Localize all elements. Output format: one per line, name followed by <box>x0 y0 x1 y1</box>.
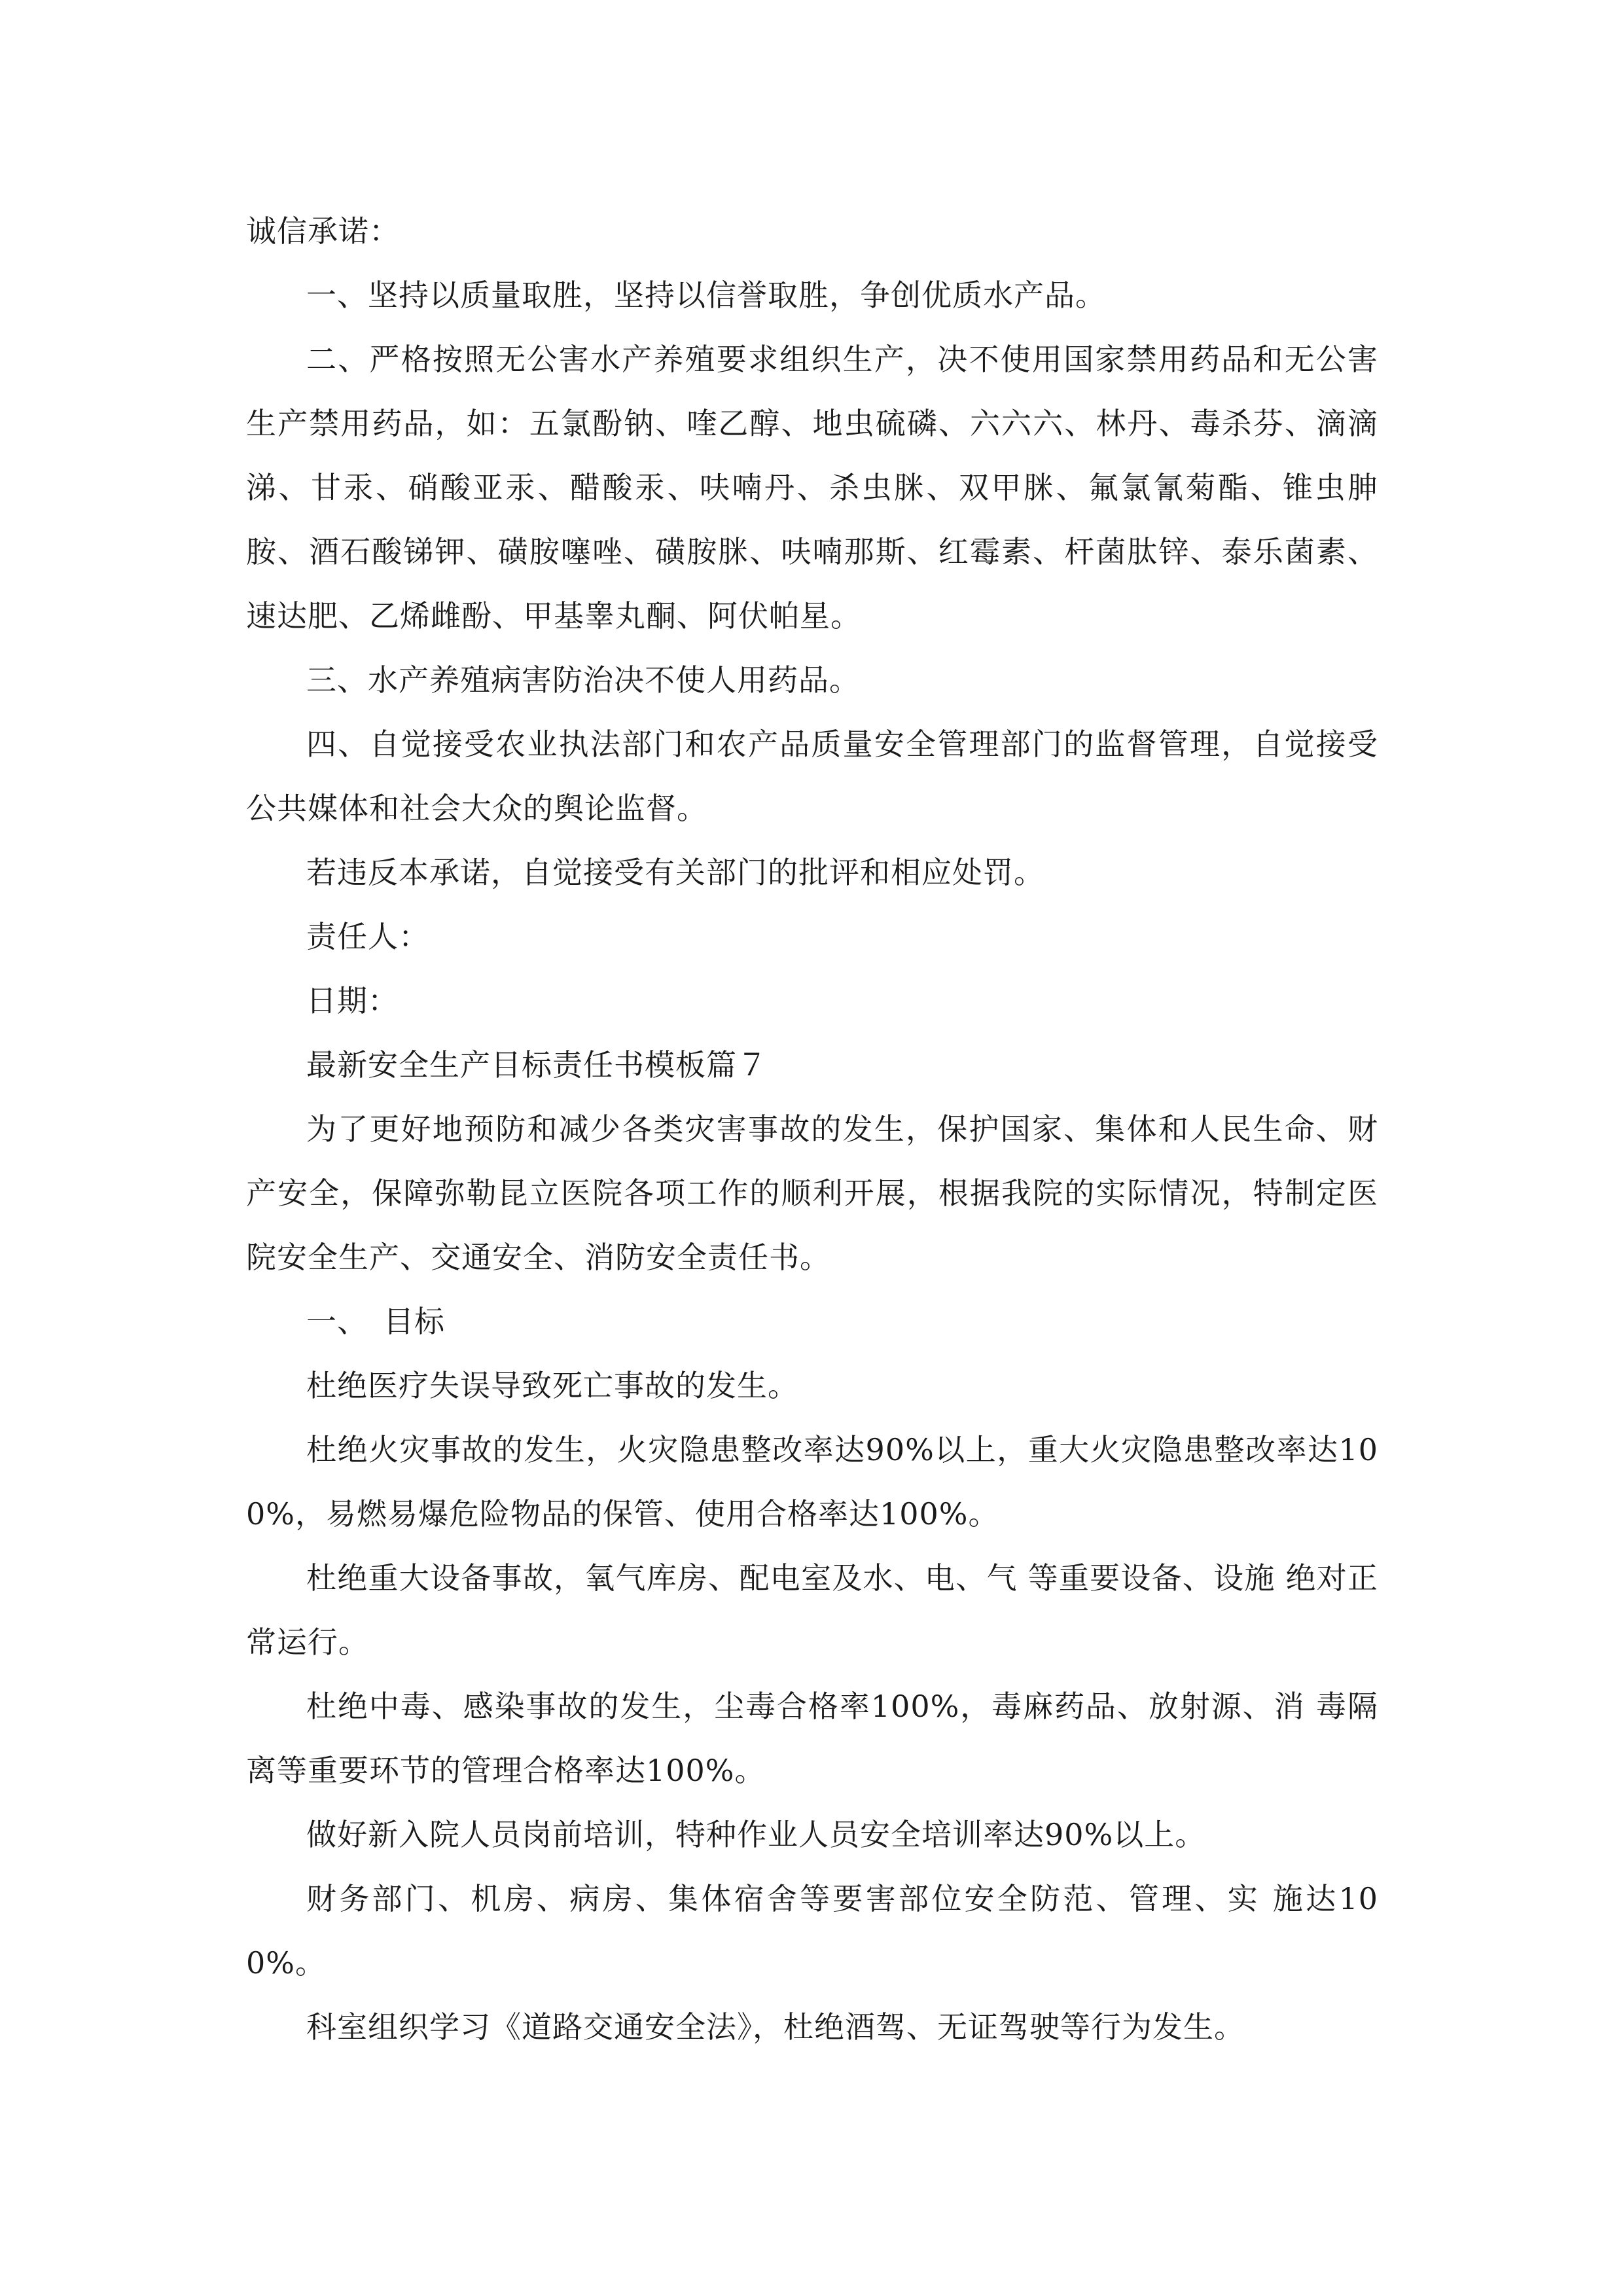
paragraph-goal-medical: 杜绝医疗失误导致死亡事故的发生。 <box>306 1368 798 1403</box>
paragraph-goal-fire: 杜绝火灾事故的发生，火灾隐患整改率达90%以上，重大火灾隐患整改率达100%，易燃易爆危险物品的保管、使用合格率达100%。 <box>246 1432 1378 1532</box>
paragraph-intro: 为了更好地预防和减少各类灾害事故的发生，保护国家、集体和人民生命、财产安全，保障弥勒昆立医院各项工作的顺利开展，根据我院的实际情况，特制定医院安全生产、交通安全、消防安全责任书。 <box>246 1111 1378 1275</box>
paragraph-date: 日期： <box>306 983 399 1018</box>
paragraph-goal-poisoning: 杜绝中毒、感染事故的发生，尘毒合格率100%，毒麻药品、放射源、消 毒隔离等重要环节的管理合格率达100%。 <box>246 1689 1378 1788</box>
paragraph-responsible-person: 责任人： <box>306 919 429 954</box>
paragraph-goal-training: 做好新入院人员岗前培训，特种作业人员安全培训率达90%以上。 <box>306 1817 1206 1852</box>
paragraph-item-3: 三、水产养殖病害防治决不使人用药品。 <box>306 662 860 698</box>
paragraph-heading-promise: 诚信承诺： <box>246 213 400 249</box>
paragraph-item-1: 一、坚持以质量取胜，坚持以信誉取胜，争创优质水产品。 <box>306 278 1106 313</box>
paragraph-goal-traffic: 科室组织学习《道路交通安全法》，杜绝酒驾、无证驾驶等行为发生。 <box>306 2009 1245 2045</box>
paragraph-item-2: 二、严格按照无公害水产养殖要求组织生产，决不使用国家禁用药品和无公害生产禁用药品，如：五氯酚钠、喹乙醇、地虫硫磷、六六六、林丹、毒杀芬、滴滴涕、甘汞、硝酸亚汞、醋酸汞、呋喃丹、杀虫脒、双甲脒、氟氯氰菊酯、锥虫胂胺、酒石酸锑钾、磺胺噻唑、磺胺脒、呋喃那斯、红霉素、杆菌肽锌、泰乐菌素、速达肥、乙烯雌酚、甲基睾丸酮、阿伏帕星。 <box>246 342 1378 634</box>
paragraph-violation: 若违反本承诺，自觉接受有关部门的批评和相应处罚。 <box>306 855 1044 890</box>
section-title: 最新安全生产目标责任书模板篇７ <box>306 1047 768 1083</box>
subheading-goals: 一、 目标 <box>306 1304 445 1339</box>
paragraph-goal-security: 财务部门、机房、病房、集体宿舍等要害部位安全防范、管理、实 施达100%。 <box>246 1881 1378 1981</box>
paragraph-goal-equipment: 杜绝重大设备事故，氧气库房、配电室及水、电、气 等重要设备、设施 绝对正常运行。 <box>246 1560 1378 1660</box>
paragraph-item-4: 四、自觉接受农业执法部门和农产品质量安全管理部门的监督管理，自觉接受公共媒体和社会大众的舆论监督。 <box>246 726 1378 826</box>
document-body <box>246 199 1378 2059</box>
